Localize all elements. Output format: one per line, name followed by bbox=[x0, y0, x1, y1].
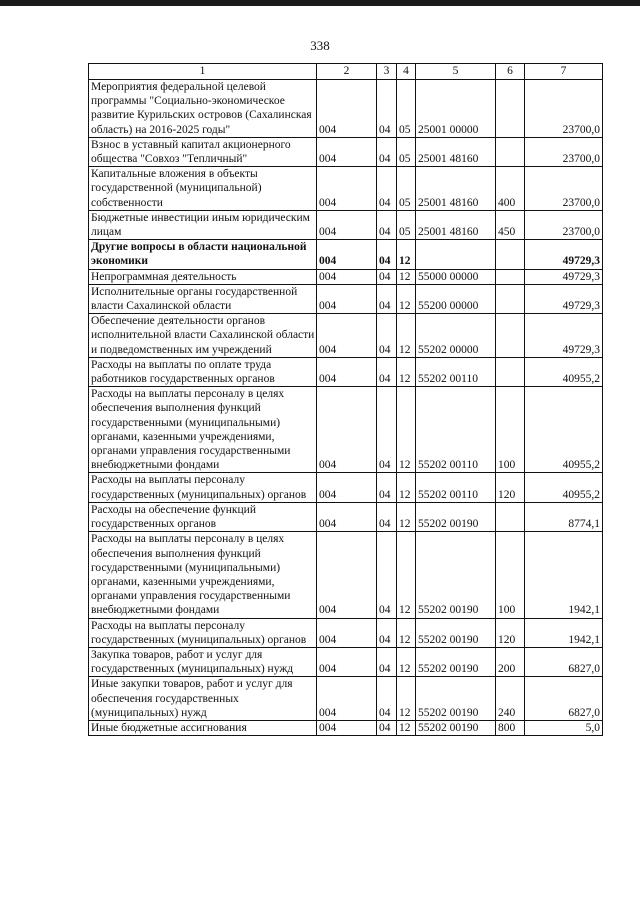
table-row bbox=[89, 137, 603, 166]
section-code-cell: 04 bbox=[377, 137, 397, 166]
expense-name-cell: Бюджетные инвестиции иным юридическим лицам bbox=[89, 210, 317, 239]
amount-cell: 40955,2 bbox=[525, 473, 603, 502]
section-code-cell: 04 bbox=[377, 502, 397, 531]
table-row bbox=[89, 502, 603, 531]
amount-cell: 49729,3 bbox=[525, 269, 603, 284]
target-article-cell: 55202 00190 bbox=[416, 720, 496, 735]
subsection-code-cell: 12 bbox=[397, 387, 416, 473]
expense-name-cell: Непрограммная деятельность bbox=[89, 269, 317, 284]
expense-type-cell: 400 bbox=[496, 167, 525, 211]
target-article-cell bbox=[416, 240, 496, 269]
ministry-code-cell: 004 bbox=[317, 80, 377, 138]
section-code-cell: 04 bbox=[377, 167, 397, 211]
table-row bbox=[89, 284, 603, 313]
amount-cell: 1942,1 bbox=[525, 618, 603, 647]
budget-table bbox=[88, 63, 603, 736]
table-row bbox=[89, 618, 603, 647]
table-row bbox=[89, 210, 603, 239]
subsection-code-cell: 12 bbox=[397, 269, 416, 284]
ministry-code-cell: 004 bbox=[317, 137, 377, 166]
column-header: 2 bbox=[317, 64, 377, 80]
amount-cell: 5,0 bbox=[525, 720, 603, 735]
table-row bbox=[89, 532, 603, 618]
expense-name-cell: Иные бюджетные ассигнования bbox=[89, 720, 317, 735]
ministry-code-cell: 004 bbox=[317, 618, 377, 647]
section-code-cell: 04 bbox=[377, 387, 397, 473]
table-row bbox=[89, 314, 603, 358]
subsection-code-cell: 12 bbox=[397, 240, 416, 269]
amount-cell: 23700,0 bbox=[525, 80, 603, 138]
target-article-cell: 55202 00110 bbox=[416, 473, 496, 502]
expense-name-cell: Другие вопросы в области национальной экономики bbox=[89, 240, 317, 269]
ministry-code-cell: 004 bbox=[317, 210, 377, 239]
section-code-cell: 04 bbox=[377, 240, 397, 269]
ministry-code-cell: 004 bbox=[317, 167, 377, 211]
subsection-code-cell: 12 bbox=[397, 357, 416, 386]
expense-type-cell: 800 bbox=[496, 720, 525, 735]
section-code-cell: 04 bbox=[377, 473, 397, 502]
expense-name-cell: Мероприятия федеральной целевой программы "Социально-экономическое развитие Курильских островов (Сахалинская область) на 2016-2025 годы" bbox=[89, 80, 317, 138]
expense-type-cell: 450 bbox=[496, 210, 525, 239]
ministry-code-cell: 004 bbox=[317, 473, 377, 502]
table-row bbox=[89, 720, 603, 735]
section-code-cell: 04 bbox=[377, 647, 397, 676]
target-article-cell: 55202 00110 bbox=[416, 387, 496, 473]
amount-cell: 40955,2 bbox=[525, 387, 603, 473]
subsection-code-cell: 12 bbox=[397, 647, 416, 676]
ministry-code-cell: 004 bbox=[317, 387, 377, 473]
amount-cell: 23700,0 bbox=[525, 137, 603, 166]
section-code-cell: 04 bbox=[377, 618, 397, 647]
expense-name-cell: Расходы на выплаты по оплате труда работников государственных органов bbox=[89, 357, 317, 386]
ministry-code-cell: 004 bbox=[317, 357, 377, 386]
target-article-cell: 55202 00190 bbox=[416, 502, 496, 531]
expense-type-cell bbox=[496, 357, 525, 386]
target-article-cell: 55202 00190 bbox=[416, 532, 496, 618]
section-code-cell: 04 bbox=[377, 210, 397, 239]
expense-name-cell: Расходы на обеспечение функций государственных органов bbox=[89, 502, 317, 531]
target-article-cell: 55202 00190 bbox=[416, 618, 496, 647]
amount-cell: 6827,0 bbox=[525, 647, 603, 676]
ministry-code-cell: 004 bbox=[317, 647, 377, 676]
section-code-cell: 04 bbox=[377, 532, 397, 618]
ministry-code-cell: 004 bbox=[317, 720, 377, 735]
section-code-cell: 04 bbox=[377, 677, 397, 721]
column-header: 4 bbox=[397, 64, 416, 80]
expense-name-cell: Расходы на выплаты персоналу в целях обеспечения выполнения функций государственными (муниципальными) органами, казенными учреждениями, органами управления государственными внебюджетными фондами bbox=[89, 387, 317, 473]
subsection-code-cell: 05 bbox=[397, 167, 416, 211]
expense-type-cell: 240 bbox=[496, 677, 525, 721]
amount-cell: 40955,2 bbox=[525, 357, 603, 386]
target-article-cell: 55202 00190 bbox=[416, 677, 496, 721]
amount-cell: 1942,1 bbox=[525, 532, 603, 618]
expense-name-cell: Закупка товаров, работ и услуг для государственных (муниципальных) нужд bbox=[89, 647, 317, 676]
expense-name-cell: Исполнительные органы государственной власти Сахалинской области bbox=[89, 284, 317, 313]
column-header: 5 bbox=[416, 64, 496, 80]
section-code-cell: 04 bbox=[377, 357, 397, 386]
target-article-cell: 55202 00110 bbox=[416, 357, 496, 386]
target-article-cell: 55202 00000 bbox=[416, 314, 496, 358]
expense-type-cell: 200 bbox=[496, 647, 525, 676]
target-article-cell: 25001 48160 bbox=[416, 137, 496, 166]
ministry-code-cell: 004 bbox=[317, 502, 377, 531]
expense-type-cell bbox=[496, 314, 525, 358]
amount-cell: 8774,1 bbox=[525, 502, 603, 531]
subsection-code-cell: 12 bbox=[397, 314, 416, 358]
amount-cell: 23700,0 bbox=[525, 210, 603, 239]
target-article-cell: 25001 00000 bbox=[416, 80, 496, 138]
column-header: 6 bbox=[496, 64, 525, 80]
ministry-code-cell: 004 bbox=[317, 269, 377, 284]
subsection-code-cell: 05 bbox=[397, 137, 416, 166]
expense-name-cell: Обеспечение деятельности органов исполнительной власти Сахалинской области и подведомственных им учреждений bbox=[89, 314, 317, 358]
subsection-code-cell: 12 bbox=[397, 532, 416, 618]
table-row bbox=[89, 167, 603, 211]
expense-type-cell bbox=[496, 240, 525, 269]
subsection-code-cell: 05 bbox=[397, 80, 416, 138]
expense-name-cell: Иные закупки товаров, работ и услуг для обеспечения государственных (муниципальных) нужд bbox=[89, 677, 317, 721]
subsection-code-cell: 12 bbox=[397, 677, 416, 721]
column-header: 1 bbox=[89, 64, 317, 80]
expense-type-cell bbox=[496, 137, 525, 166]
section-code-cell: 04 bbox=[377, 314, 397, 358]
column-header: 7 bbox=[525, 64, 603, 80]
ministry-code-cell: 004 bbox=[317, 532, 377, 618]
subsection-code-cell: 05 bbox=[397, 210, 416, 239]
table-row bbox=[89, 677, 603, 721]
ministry-code-cell: 004 bbox=[317, 240, 377, 269]
expense-type-cell: 100 bbox=[496, 387, 525, 473]
amount-cell: 49729,3 bbox=[525, 284, 603, 313]
target-article-cell: 55200 00000 bbox=[416, 284, 496, 313]
target-article-cell: 25001 48160 bbox=[416, 210, 496, 239]
page-top-edge bbox=[0, 0, 640, 6]
table-row bbox=[89, 80, 603, 138]
table-row bbox=[89, 269, 603, 284]
expense-type-cell: 120 bbox=[496, 618, 525, 647]
expense-name-cell: Расходы на выплаты персоналу государственных (муниципальных) органов bbox=[89, 473, 317, 502]
amount-cell: 23700,0 bbox=[525, 167, 603, 211]
target-article-cell: 55202 00190 bbox=[416, 647, 496, 676]
page-number: 338 bbox=[310, 38, 330, 53]
section-code-cell: 04 bbox=[377, 720, 397, 735]
section-code-cell: 04 bbox=[377, 284, 397, 313]
amount-cell: 49729,3 bbox=[525, 314, 603, 358]
amount-cell: 49729,3 bbox=[525, 240, 603, 269]
expense-type-cell: 120 bbox=[496, 473, 525, 502]
subsection-code-cell: 12 bbox=[397, 473, 416, 502]
ministry-code-cell: 004 bbox=[317, 284, 377, 313]
expense-type-cell bbox=[496, 502, 525, 531]
section-code-cell: 04 bbox=[377, 80, 397, 138]
expense-type-cell: 100 bbox=[496, 532, 525, 618]
table-row bbox=[89, 387, 603, 473]
expense-name-cell: Капитальные вложения в объекты государственной (муниципальной) собственности bbox=[89, 167, 317, 211]
table-header-row bbox=[89, 64, 603, 80]
subsection-code-cell: 12 bbox=[397, 284, 416, 313]
column-header: 3 bbox=[377, 64, 397, 80]
table-row bbox=[89, 240, 603, 269]
table-row bbox=[89, 473, 603, 502]
expense-name-cell: Расходы на выплаты персоналу государственных (муниципальных) органов bbox=[89, 618, 317, 647]
amount-cell: 6827,0 bbox=[525, 677, 603, 721]
subsection-code-cell: 12 bbox=[397, 720, 416, 735]
expense-name-cell: Взнос в уставный капитал акционерного общества "Совхоз "Тепличный" bbox=[89, 137, 317, 166]
subsection-code-cell: 12 bbox=[397, 618, 416, 647]
ministry-code-cell: 004 bbox=[317, 677, 377, 721]
expense-type-cell bbox=[496, 80, 525, 138]
table-row bbox=[89, 357, 603, 386]
subsection-code-cell: 12 bbox=[397, 502, 416, 531]
section-code-cell: 04 bbox=[377, 269, 397, 284]
expense-type-cell bbox=[496, 269, 525, 284]
table-row bbox=[89, 647, 603, 676]
target-article-cell: 25001 48160 bbox=[416, 167, 496, 211]
ministry-code-cell: 004 bbox=[317, 314, 377, 358]
target-article-cell: 55000 00000 bbox=[416, 269, 496, 284]
expense-type-cell bbox=[496, 284, 525, 313]
expense-name-cell: Расходы на выплаты персоналу в целях обеспечения выполнения функций государственными (муниципальными) органами, казенными учреждениями, органами управления государственными внебюджетными фондами bbox=[89, 532, 317, 618]
